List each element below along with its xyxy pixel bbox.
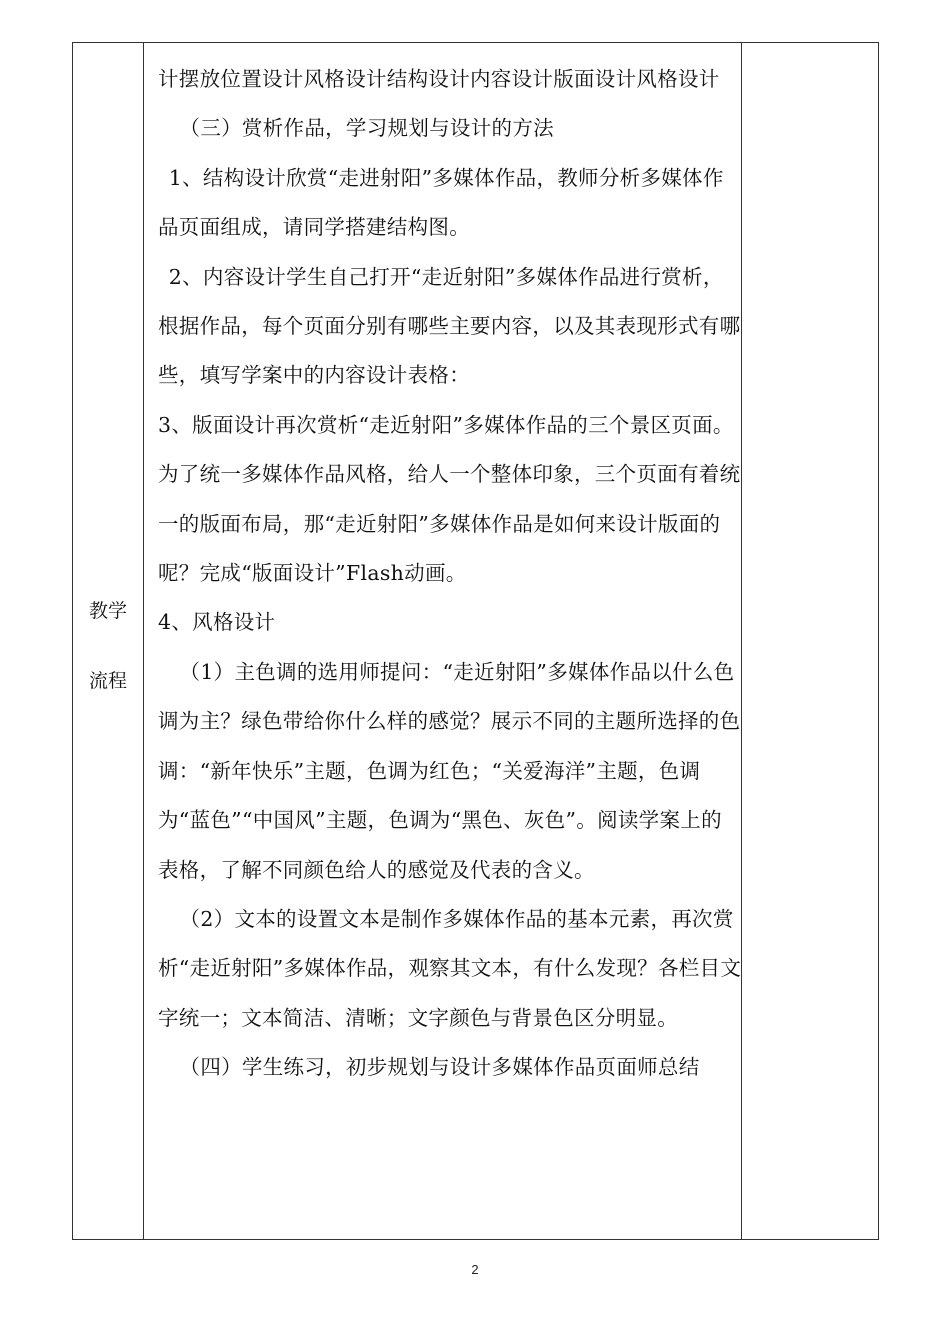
column-divider-left bbox=[143, 43, 144, 1239]
content-paragraph: （1）主色调的选用师提问：“走近射阳”多媒体作品以什么色调为主？绿色带给你什么样的感觉？展示不同的主题所选择的色调：“新年快乐”主题，色调为红色；“关爱海洋”主题，色调为“蓝色”“中国风”主题，色调为“黑色、灰色”。阅读学案上的表格，了解不同颜色给人的感觉及代表的含义。 bbox=[158, 659, 741, 882]
content-paragraph: （2）文本的设置文本是制作多媒体作品的基本元素，再次赏析“走近射阳”多媒体作品，观察其文本，有什么发现？各栏目文字统一；文本简洁、清晰；文字颜色与背景色区分明显。 bbox=[158, 906, 742, 1030]
row-label-line-1: 教学 bbox=[88, 600, 127, 622]
lesson-plan-table bbox=[72, 42, 879, 1240]
content-paragraph: 3、版面设计再次赏析“走近射阳”多媒体作品的三个景区页面。为了统一多媒体作品风格，给人一个整体印象，三个页面有着统一的版面布局，那“走近射阳”多媒体作品是如何来设计版面的呢？完成“版面设计”Flash动画。 bbox=[158, 412, 741, 586]
row-label-line-2: 流程 bbox=[88, 670, 127, 692]
content-paragraph: （四）学生练习，初步规划与设计多媒体作品页面师总结 bbox=[179, 1055, 700, 1080]
content-paragraph: 2、内容设计学生自己打开“走近射阳”多媒体作品进行赏析，根据作品，每个页面分别有哪些主要内容，以及其表现形式有哪些，填写学案中的内容设计表格： bbox=[158, 264, 741, 388]
row-label-cell bbox=[73, 43, 143, 1239]
content-paragraph: （三）赏析作品，学习规划与设计的方法 bbox=[179, 116, 554, 141]
teaching-process-content bbox=[158, 55, 742, 1093]
page-number: 2 bbox=[471, 1262, 479, 1277]
content-paragraph: 1、结构设计欣赏“走进射阳”多媒体作品，教师分析多媒体作品页面组成，请同学搭建结构图。 bbox=[158, 165, 724, 240]
notes-cell bbox=[742, 43, 878, 1239]
content-paragraph: 4、风格设计 bbox=[158, 610, 276, 635]
content-paragraph: 计摆放位置设计风格设计结构设计内容设计版面设计风格设计 bbox=[158, 67, 720, 91]
